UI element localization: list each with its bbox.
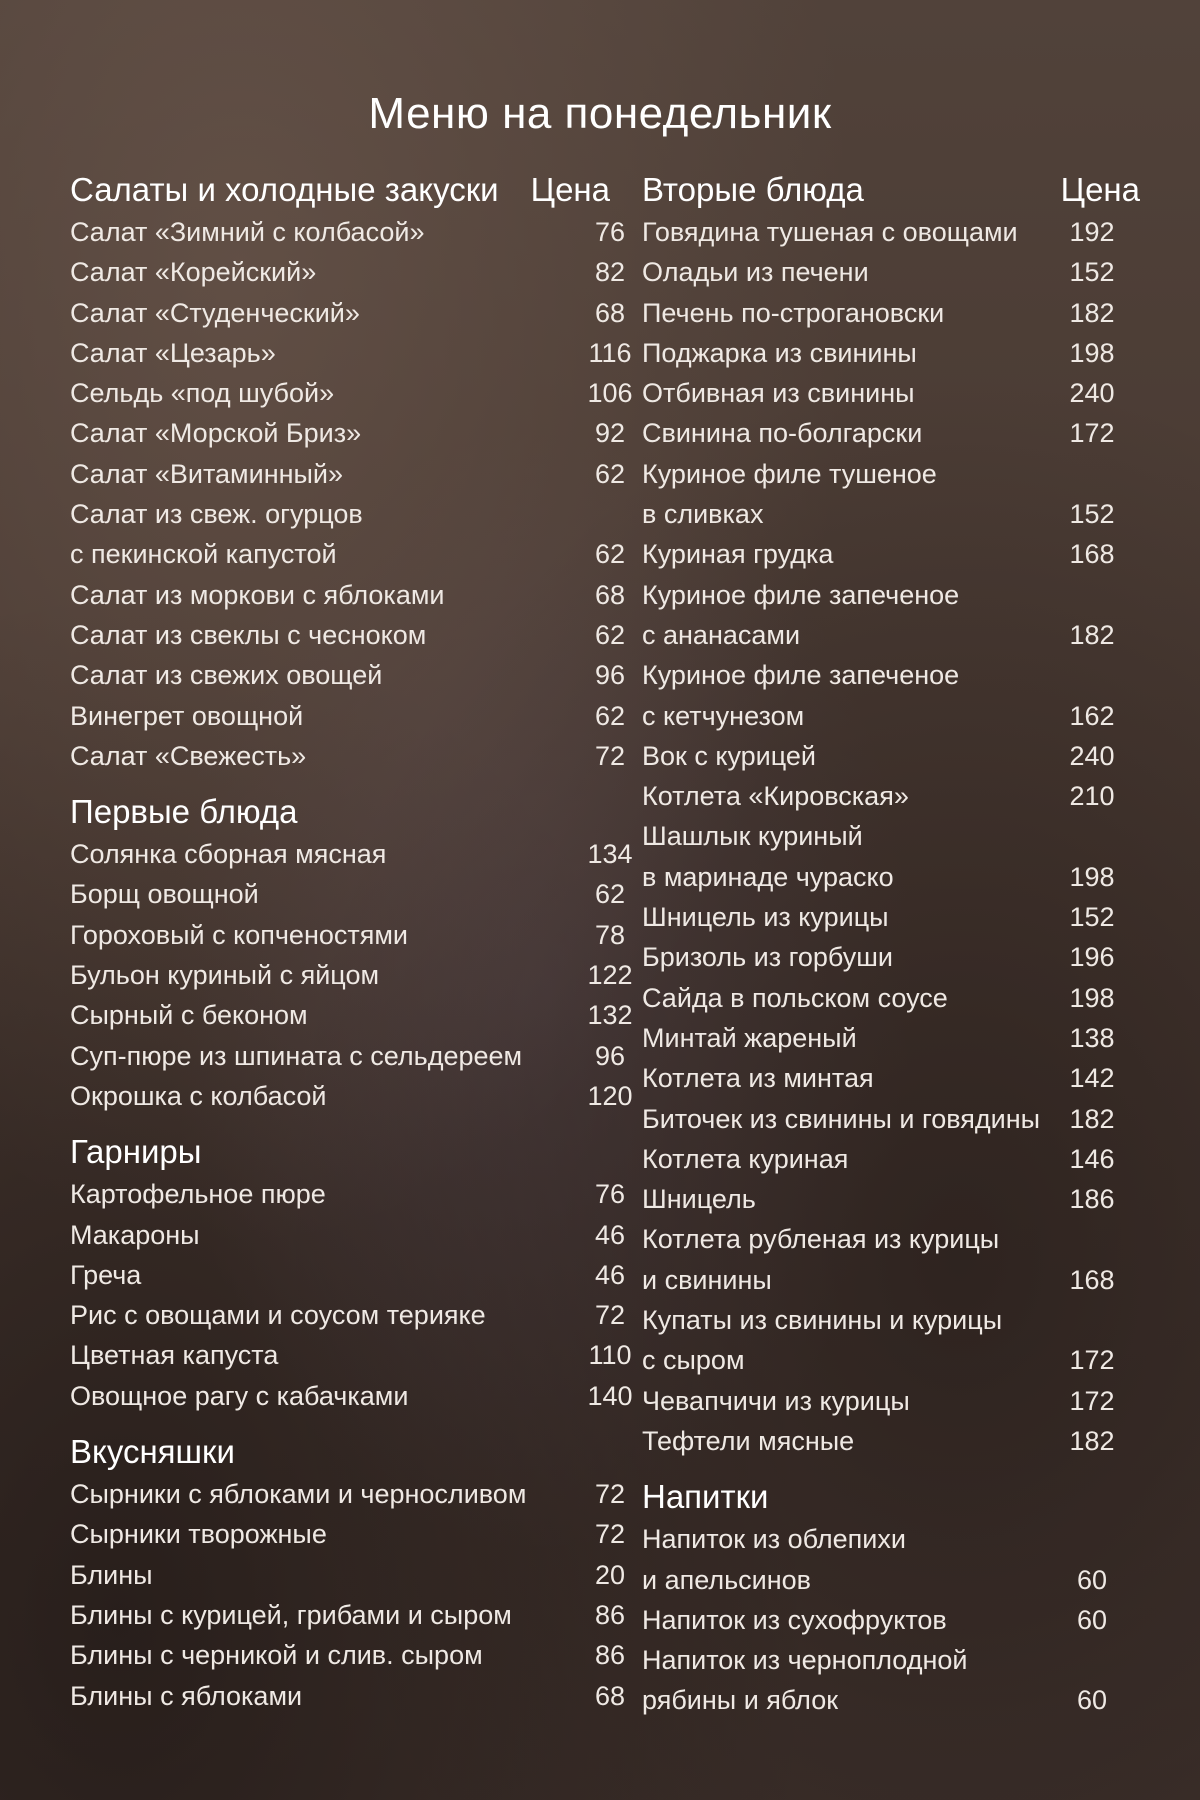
menu-item bbox=[70, 1595, 626, 1635]
menu-item-name bbox=[70, 454, 343, 494]
menu-item bbox=[70, 1676, 626, 1716]
menu-item-price: 110 bbox=[588, 1340, 632, 1371]
menu-item bbox=[70, 696, 626, 736]
menu-item bbox=[642, 373, 1140, 413]
menu-item-price: 142 bbox=[1069, 1063, 1115, 1094]
menu-item-name-line: в маринаде чураско bbox=[642, 861, 894, 892]
menu-item-name-line: Блины с курицей, грибами и сыром bbox=[70, 1599, 512, 1630]
menu-item-price: 20 bbox=[594, 1559, 626, 1590]
menu-item-name bbox=[70, 1215, 200, 1255]
menu-item-name-line: Шницель bbox=[642, 1184, 756, 1215]
menu-item-name bbox=[642, 293, 944, 333]
menu-item-name-line: Цветная капуста bbox=[70, 1340, 279, 1371]
menu-item-price: 132 bbox=[587, 1000, 633, 1031]
menu-item-price: 68 bbox=[594, 1680, 626, 1711]
menu-item bbox=[70, 1555, 626, 1595]
menu-item-price: 72 bbox=[594, 740, 626, 771]
menu-item-name bbox=[642, 736, 816, 776]
menu-item-name-line: Сырный с беконом bbox=[70, 1000, 308, 1031]
menu-item-name bbox=[70, 1635, 483, 1675]
menu-item-name bbox=[642, 212, 1018, 252]
menu-item bbox=[642, 736, 1140, 776]
menu-item-price: 240 bbox=[1069, 740, 1115, 771]
menu-item-price: 182 bbox=[1069, 619, 1115, 650]
menu-item-name-line: с пекинской капустой bbox=[70, 539, 337, 570]
menu-item-name-line: Напиток из сухофруктов bbox=[642, 1604, 947, 1635]
menu-item bbox=[70, 1255, 626, 1295]
menu-item-name-line: и апельсинов bbox=[642, 1564, 812, 1595]
menu-item bbox=[70, 955, 633, 995]
menu-item-name-line: Салат «Витаминный» bbox=[70, 458, 344, 489]
menu-item-price: 72 bbox=[594, 1300, 626, 1331]
menu-item bbox=[70, 1295, 626, 1335]
menu-item-name bbox=[642, 1300, 1002, 1381]
menu-item bbox=[642, 1058, 1140, 1098]
menu-item-name bbox=[70, 373, 334, 413]
menu-item-name-line: Борщ овощной bbox=[70, 879, 259, 910]
menu-item bbox=[70, 874, 626, 914]
menu-item-price: 62 bbox=[594, 700, 626, 731]
menu-item-name-line: Чевапчичи из курицы bbox=[642, 1385, 910, 1416]
menu-item-name bbox=[642, 1179, 756, 1219]
section-title: Вкусняшки bbox=[70, 1433, 235, 1471]
menu-item-name bbox=[70, 1076, 327, 1116]
menu-item-price: 76 bbox=[594, 217, 626, 247]
menu-item-name bbox=[70, 333, 276, 373]
menu-item-name bbox=[642, 655, 959, 736]
menu-item-price: 60 bbox=[1076, 1604, 1108, 1635]
menu-item-name-line: Салат из свеж. огурцов bbox=[70, 499, 363, 530]
menu-item-price: 198 bbox=[1069, 337, 1115, 368]
menu-item-price: 72 bbox=[594, 1479, 626, 1510]
menu-item bbox=[70, 454, 626, 494]
menu-item-name bbox=[70, 915, 408, 955]
menu-item bbox=[642, 655, 1140, 736]
menu-item-name-line: Салат из свежих овощей bbox=[70, 660, 383, 691]
section-gap bbox=[70, 776, 610, 790]
menu-item-name-line: Напиток из облепихи bbox=[642, 1524, 906, 1555]
menu-item-name-line: Котлета из минтая bbox=[642, 1063, 874, 1094]
menu-item bbox=[70, 1215, 626, 1255]
menu-item-price: 152 bbox=[1069, 902, 1115, 933]
menu-item-price: 182 bbox=[1069, 297, 1115, 328]
menu-item-name-line: с кетчунезом bbox=[642, 700, 805, 731]
section-heading-first bbox=[70, 790, 610, 834]
menu-item bbox=[70, 736, 626, 776]
menu-item-name-line: с ананасами bbox=[642, 619, 801, 650]
section-title: Салаты и холодные закуски bbox=[70, 171, 499, 208]
menu-item bbox=[642, 1421, 1140, 1461]
menu-item-name bbox=[642, 413, 922, 453]
menu-item-name bbox=[642, 534, 833, 574]
menu-item-name bbox=[70, 494, 363, 575]
menu-item-name bbox=[642, 937, 893, 977]
menu-item-name bbox=[642, 776, 909, 816]
menu-item-name-line: Котлета «Кировская» bbox=[642, 781, 909, 812]
menu-item-name bbox=[642, 1381, 910, 1421]
menu-item-price: 116 bbox=[588, 337, 632, 368]
menu-item-name bbox=[70, 834, 386, 874]
menu-item bbox=[70, 1174, 626, 1214]
menu-item-name-line: Суп-пюре из шпината с сельдереем bbox=[70, 1040, 523, 1071]
menu-item-price: 82 bbox=[594, 257, 626, 288]
menu-item-name bbox=[642, 1600, 947, 1640]
menu-item-name-line: Говядина тушеная с овощами bbox=[642, 217, 1018, 247]
menu-item-price: 152 bbox=[1069, 257, 1115, 288]
menu-item-price: 68 bbox=[594, 579, 626, 610]
menu-item-name-line: Салат «Цезарь» bbox=[70, 337, 276, 368]
page-title: Меню на понедельник bbox=[368, 89, 832, 138]
menu-item-price: 134 bbox=[587, 839, 633, 870]
section-gap bbox=[70, 1416, 610, 1430]
section-heading-mains bbox=[642, 168, 1140, 212]
menu-item-name-line: Сырники с яблоками и черносливом bbox=[70, 1479, 527, 1510]
menu-item-price: 172 bbox=[1069, 1345, 1115, 1376]
menu-item bbox=[70, 293, 626, 333]
menu-item-name-line: Салат «Зимний с колбасой» bbox=[70, 217, 425, 247]
menu-item-price: 186 bbox=[1069, 1184, 1115, 1215]
menu-item-price: 192 bbox=[1069, 217, 1115, 247]
menu-item-name bbox=[70, 1335, 278, 1375]
menu-item-name-line: Греча bbox=[70, 1259, 142, 1290]
menu-item bbox=[70, 212, 626, 252]
menu-item-name-line: Салат из свеклы с чесноком bbox=[70, 619, 427, 650]
section-heading-salads bbox=[70, 168, 610, 212]
menu-item bbox=[70, 655, 626, 695]
menu-item bbox=[642, 1099, 1140, 1139]
menu-item bbox=[70, 615, 626, 655]
menu-item-price: 62 bbox=[594, 539, 626, 570]
menu-item-name-line: Вок с курицей bbox=[642, 740, 817, 771]
menu-item bbox=[70, 1514, 626, 1554]
menu-item bbox=[642, 816, 1140, 897]
menu-item bbox=[642, 293, 1140, 333]
menu-item-price: 162 bbox=[1069, 700, 1115, 731]
section-heading-treats bbox=[70, 1430, 610, 1474]
menu-item-name bbox=[70, 1036, 522, 1076]
menu-item-name-line: Макароны bbox=[70, 1219, 200, 1250]
menu-item-name-line: Гороховый с копченостями bbox=[70, 919, 409, 950]
menu-item-price: 198 bbox=[1069, 861, 1115, 892]
menu-item-name bbox=[642, 1018, 857, 1058]
menu-item-price: 138 bbox=[1069, 1022, 1115, 1053]
menu-item bbox=[642, 897, 1140, 937]
menu-item bbox=[642, 1139, 1140, 1179]
menu-item bbox=[70, 1635, 626, 1675]
menu-item-name-line: Свинина по-болгарски bbox=[642, 418, 923, 449]
price-column-header: Цена bbox=[530, 171, 610, 208]
menu-item-price: 46 bbox=[594, 1259, 626, 1290]
menu-item-name-line: Салат «Морской Бриз» bbox=[70, 418, 362, 449]
menu-item-price: 172 bbox=[1069, 1385, 1115, 1416]
menu-item-price: 106 bbox=[587, 378, 633, 409]
menu-item-price: 86 bbox=[594, 1640, 626, 1671]
menu-item-name-line: Рис с овощами и соусом терияке bbox=[70, 1300, 486, 1331]
menu-item-name-line: Куриная грудка bbox=[642, 539, 834, 570]
menu-item-name-line: Напиток из черноплодной bbox=[642, 1645, 968, 1676]
menu-item-name bbox=[642, 978, 948, 1018]
menu-item bbox=[70, 1376, 633, 1416]
menu-item-name-line: Сырники творожные bbox=[70, 1519, 327, 1550]
menu-item-name bbox=[70, 1174, 326, 1214]
menu-item bbox=[642, 534, 1140, 574]
menu-item-name bbox=[70, 696, 303, 736]
menu-item-price: 168 bbox=[1069, 539, 1115, 570]
menu-item-name bbox=[70, 413, 361, 453]
menu-item-name bbox=[642, 1219, 999, 1300]
menu-item-name-line: Тефтели мясные bbox=[642, 1425, 855, 1456]
menu-item-name bbox=[70, 1514, 327, 1554]
menu-item-name bbox=[642, 252, 869, 292]
menu-item-name bbox=[70, 995, 308, 1035]
menu-item-name-line: Биточек из свинины и говядины bbox=[642, 1103, 1041, 1134]
menu-item-name-line: и свинины bbox=[642, 1264, 772, 1295]
menu-item bbox=[642, 1219, 1140, 1300]
menu-item-price: 140 bbox=[587, 1380, 633, 1411]
menu-item bbox=[70, 1474, 626, 1514]
menu-item-name-line: Печень по-строгановски bbox=[642, 297, 945, 328]
menu-item-price: 68 bbox=[594, 297, 626, 328]
menu-item-price: 152 bbox=[1069, 499, 1115, 530]
menu-item-name-line: Винегрет овощной bbox=[70, 700, 304, 731]
menu-item bbox=[70, 1076, 633, 1116]
menu-item bbox=[642, 1018, 1140, 1058]
menu-item-name-line: Шницель из курицы bbox=[642, 902, 889, 933]
menu-item-name bbox=[642, 1640, 967, 1721]
menu-item-price: 122 bbox=[587, 960, 633, 991]
menu-item-name bbox=[70, 252, 316, 292]
menu-item-name-line: Блины с яблоками bbox=[70, 1680, 303, 1711]
menu-item bbox=[642, 978, 1140, 1018]
section-title: Первые блюда bbox=[70, 793, 298, 831]
menu-item-price: 146 bbox=[1069, 1143, 1115, 1174]
menu-item bbox=[642, 454, 1140, 535]
section-title: Вторые блюда bbox=[642, 171, 864, 208]
menu-item-name bbox=[70, 874, 259, 914]
menu-item-name bbox=[70, 575, 445, 615]
menu-item-name bbox=[642, 333, 917, 373]
menu-item-name-line: Блины bbox=[70, 1559, 153, 1590]
menu-item-name bbox=[70, 293, 360, 333]
menu-item-name-line: Котлета куриная bbox=[642, 1143, 849, 1174]
menu-item-name bbox=[642, 1519, 906, 1600]
menu-item-name bbox=[70, 736, 306, 776]
menu-item-name-line: Салат «Корейский» bbox=[70, 257, 317, 288]
menu-item bbox=[70, 413, 626, 453]
menu-item bbox=[642, 937, 1140, 977]
menu-item-price: 240 bbox=[1069, 378, 1115, 409]
menu-item-name-line: Солянка сборная мясная bbox=[70, 839, 387, 870]
menu-item bbox=[642, 575, 1140, 656]
menu-item-name bbox=[70, 1295, 486, 1335]
section-gap bbox=[70, 1116, 610, 1130]
menu-item-name-line: Поджарка из свинины bbox=[642, 337, 917, 368]
menu-item-name-line: Куриное филе запеченое bbox=[642, 660, 960, 691]
menu-item-price: 46 bbox=[594, 1219, 626, 1250]
menu-item-price: 182 bbox=[1069, 1103, 1115, 1134]
menu-item bbox=[70, 1036, 626, 1076]
menu-item-price: 196 bbox=[1069, 942, 1115, 973]
section-heading-sides bbox=[70, 1130, 610, 1174]
menu-item-price: 210 bbox=[1069, 781, 1115, 812]
menu-item-name bbox=[642, 816, 894, 897]
menu-item-name bbox=[70, 615, 426, 655]
price-column-header: Цена bbox=[1060, 171, 1140, 208]
menu-item bbox=[70, 995, 633, 1035]
right-column bbox=[642, 168, 1140, 1721]
menu-item bbox=[642, 333, 1140, 373]
menu-item-name bbox=[642, 897, 889, 937]
menu-item-name-line: Окрошка с колбасой bbox=[70, 1080, 327, 1111]
menu-item-price: 86 bbox=[594, 1599, 626, 1630]
menu-item bbox=[70, 494, 626, 575]
menu-item bbox=[70, 333, 632, 373]
menu-item-price: 120 bbox=[587, 1080, 633, 1111]
menu-item-name bbox=[70, 1376, 408, 1416]
menu-item-name-line: Куриное филе запеченое bbox=[642, 579, 960, 610]
menu-item-name bbox=[70, 1255, 141, 1295]
menu-item bbox=[70, 252, 626, 292]
menu-item bbox=[642, 1519, 1140, 1600]
menu-item-name bbox=[70, 212, 424, 252]
menu-item-name-line: Купаты из свинины и курицы bbox=[642, 1305, 1003, 1336]
section-gap bbox=[642, 1461, 1140, 1475]
section-heading-drinks bbox=[642, 1475, 1140, 1519]
menu-item-price: 76 bbox=[594, 1179, 626, 1210]
menu-item-name-line: Овощное рагу с кабачками bbox=[70, 1380, 409, 1411]
menu-item-name bbox=[70, 1474, 526, 1514]
menu-item bbox=[642, 212, 1140, 252]
menu-item bbox=[70, 373, 633, 413]
menu-item-name-line: Минтай жареный bbox=[642, 1022, 857, 1053]
menu-item-name-line: рябины и яблок bbox=[642, 1685, 839, 1716]
menu-item bbox=[642, 1381, 1140, 1421]
menu-item-name bbox=[642, 1421, 854, 1461]
menu-item-name bbox=[70, 1595, 512, 1635]
menu-item-price: 168 bbox=[1069, 1264, 1115, 1295]
section-title: Напитки bbox=[642, 1478, 769, 1516]
section-title: Гарниры bbox=[70, 1133, 202, 1171]
menu-item-price: 96 bbox=[594, 660, 626, 691]
menu-item-price: 62 bbox=[594, 458, 626, 489]
menu-item bbox=[642, 1640, 1140, 1721]
menu-item-price: 96 bbox=[594, 1040, 626, 1071]
menu-item bbox=[70, 834, 633, 874]
menu-item-name bbox=[70, 1555, 153, 1595]
menu-item-price: 60 bbox=[1076, 1564, 1108, 1595]
menu-item bbox=[70, 575, 626, 615]
menu-item-name-line: Бризоль из горбуши bbox=[642, 942, 894, 973]
menu-item-name-line: Бульон куриный с яйцом bbox=[70, 960, 380, 991]
menu-item-price: 60 bbox=[1076, 1685, 1108, 1716]
menu-item-price: 72 bbox=[594, 1519, 626, 1550]
menu-item-name bbox=[642, 373, 915, 413]
menu-item-name bbox=[642, 575, 959, 656]
menu-item-name bbox=[70, 1676, 302, 1716]
menu-item bbox=[70, 915, 626, 955]
menu-item-price: 62 bbox=[594, 879, 626, 910]
menu-item bbox=[642, 1600, 1140, 1640]
menu-item-name-line: с сыром bbox=[642, 1345, 745, 1376]
menu-item-name-line: Салат «Студенческий» bbox=[70, 297, 360, 328]
left-column bbox=[70, 168, 633, 1716]
menu-item-price: 78 bbox=[594, 919, 626, 950]
menu-item-name-line: в сливках bbox=[642, 499, 764, 530]
menu-item-name bbox=[70, 655, 382, 695]
menu-item-name-line: Сельдь «под шубой» bbox=[70, 378, 335, 409]
menu-item-name-line: Салат «Свежесть» bbox=[70, 740, 307, 771]
menu-item bbox=[642, 1179, 1140, 1219]
menu-item-name-line: Оладьи из печени bbox=[642, 257, 869, 288]
menu-item-name-line: Шашлык куриный bbox=[642, 821, 863, 852]
menu-item bbox=[642, 252, 1140, 292]
menu-item-price: 92 bbox=[594, 418, 626, 449]
menu-item-name bbox=[642, 454, 937, 535]
menu-item-name bbox=[642, 1058, 874, 1098]
menu-item-name bbox=[70, 955, 379, 995]
menu-item-name-line: Блины с черникой и слив. сыром bbox=[70, 1640, 483, 1671]
menu-item-price: 198 bbox=[1069, 982, 1115, 1013]
menu-item-name bbox=[642, 1139, 848, 1179]
menu-item bbox=[642, 776, 1140, 816]
menu-item-name bbox=[642, 1099, 1040, 1139]
menu-item bbox=[70, 1335, 632, 1375]
menu-item bbox=[642, 1300, 1140, 1381]
menu-item bbox=[642, 413, 1140, 453]
menu-item-price: 62 bbox=[594, 619, 626, 650]
menu-item-name-line: Картофельное пюре bbox=[70, 1179, 326, 1210]
menu-item-name-line: Салат из моркови с яблоками bbox=[70, 579, 445, 610]
menu-item-name-line: Сайда в польском соусе bbox=[642, 982, 948, 1013]
menu-item-name-line: Куриное филе тушеное bbox=[642, 458, 937, 489]
menu-item-price: 172 bbox=[1069, 418, 1115, 449]
menu-item-name-line: Котлета рубленая из курицы bbox=[642, 1224, 1000, 1255]
menu-item-name-line: Отбивная из свинины bbox=[642, 378, 915, 409]
menu-item-price: 182 bbox=[1069, 1425, 1115, 1456]
